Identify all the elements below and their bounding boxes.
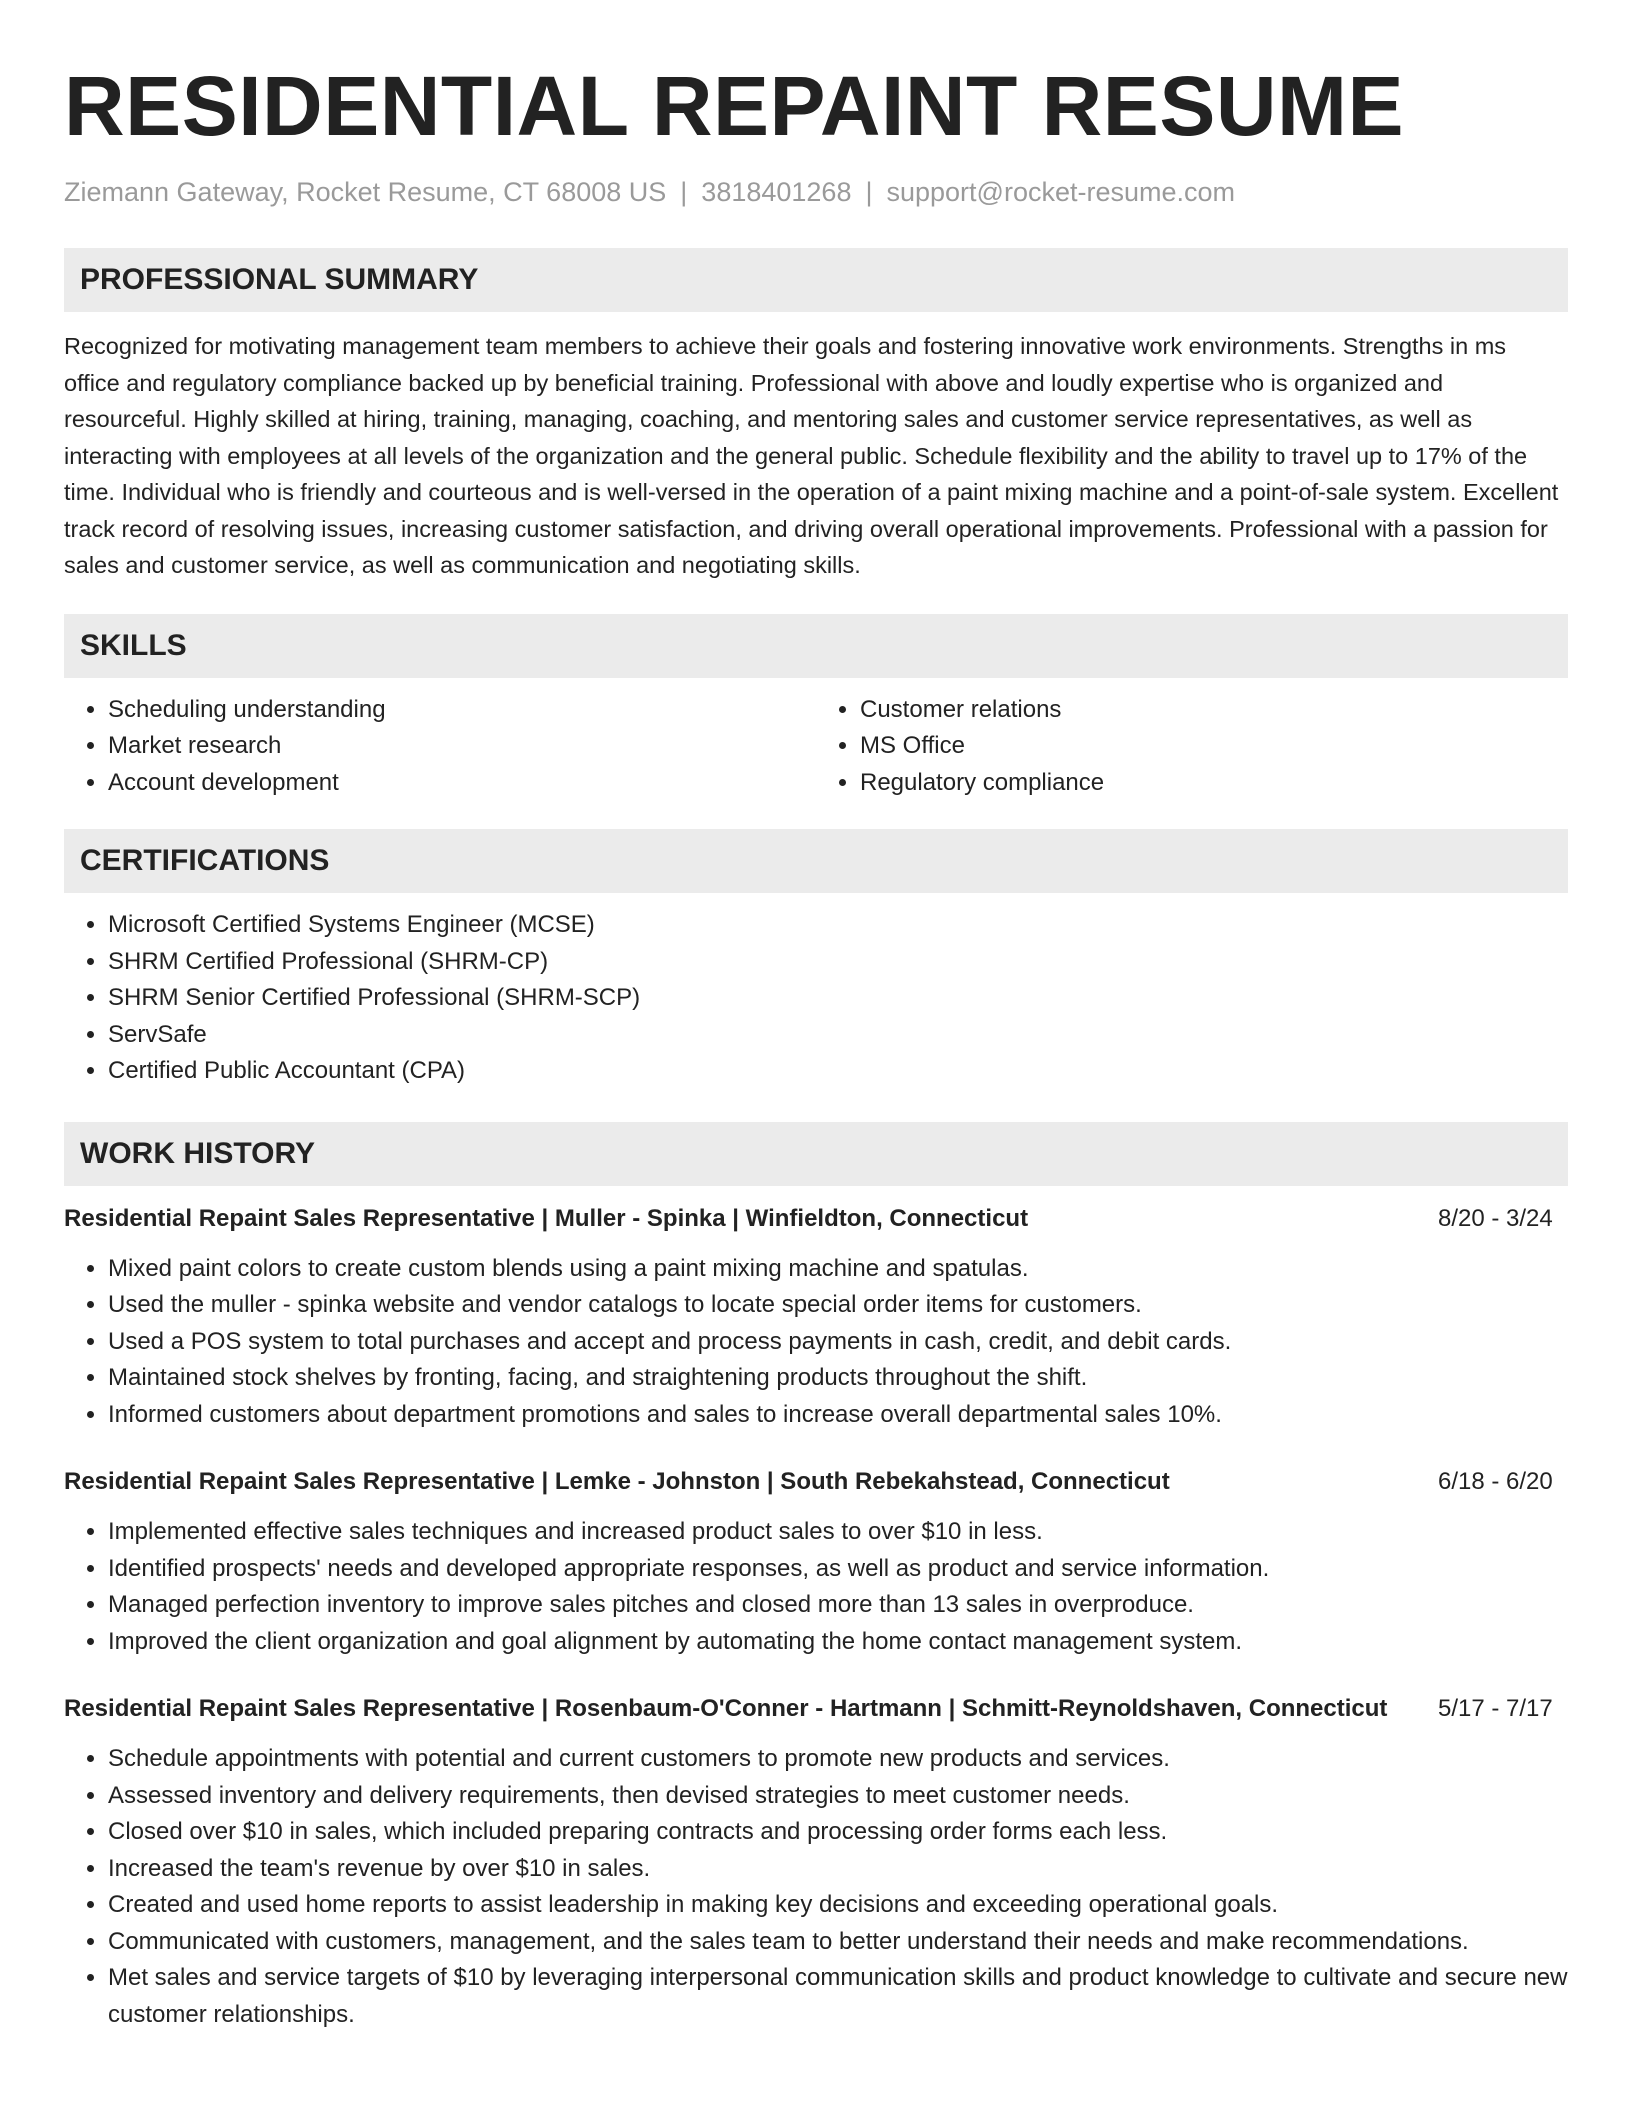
job-bullet: • Met sales and service targets of $10 by leveraging interpersonal communication skills and product knowledge to cultivate and secure new customer relationships.	[108, 1960, 1568, 2033]
job-bullet: • Assessed inventory and delivery requirements, then devised strategies to meet customer needs.	[108, 1778, 1568, 1815]
contact-address: Ziemann Gateway, Rocket Resume, CT 68008 US	[64, 177, 667, 207]
skill-item: • Scheduling understanding	[108, 692, 816, 729]
summary-text: Recognized for motivating management team members to achieve their goals and fostering innovative work environments. Strengths in ms office and regulatory compliance backed up by beneficial training. Professional with above and loudly expertise who is organized and resourceful. Highly skilled at hiring, training, managing, coaching, and mentoring sales and customer service representatives, as well as interacting with employees at all levels of the organization and the general public. Schedule flexibility and the ability to travel up to 17% of the time. Individual who is friendly and courteous and is well-versed in the operation of a paint mixing machine and a point-of-sale system. Excellent track record of resolving issues, increasing customer satisfaction, and driving overall operational improvements. Professional with a passion for sales and customer service, as well as communication and negotiating skills.	[64, 333, 1559, 578]
skill-item: • Regulatory compliance	[860, 765, 1568, 802]
work-history-heading: WORK HISTORY	[64, 1122, 1568, 1186]
job-header	[64, 1690, 1568, 1727]
certification-item: • Certified Public Accountant (CPA)	[108, 1053, 1568, 1090]
skills-heading: SKILLS	[64, 614, 1568, 678]
job-header	[64, 1463, 1568, 1500]
job-bullet: • Improved the client organization and goal alignment by automating the home contact management system.	[108, 1624, 1568, 1661]
contact-line	[64, 174, 1568, 210]
job-bullet: • Maintained stock shelves by fronting, facing, and straightening products throughout the shift.	[108, 1360, 1568, 1397]
job-bullets	[64, 1741, 1568, 2033]
job-title: Residential Repaint Sales Representative | Rosenbaum-O'Conner - Hartmann | Schmitt-Reynoldshaven, Connecticut	[64, 1695, 1388, 1722]
job-bullet: • Schedule appointments with potential and current customers to promote new products and services.	[108, 1741, 1568, 1778]
summary-section	[64, 248, 1568, 584]
job-dates: 8/20 - 3/24	[1438, 1204, 1553, 1232]
job-entry	[64, 1463, 1568, 1660]
job-dates: 6/18 - 6/20	[1438, 1468, 1553, 1495]
contact-separator: |	[680, 177, 688, 207]
skills-list-left	[64, 692, 816, 802]
job-bullets	[64, 1514, 1568, 1660]
certifications-list	[64, 907, 1568, 1090]
skill-item: • Customer relations	[860, 692, 1568, 729]
job-bullet: • Created and used home reports to assist leadership in making key decisions and exceeding operational goals.	[108, 1887, 1568, 1924]
job-bullets	[64, 1251, 1568, 1434]
contact-phone: 3818401268	[701, 177, 852, 207]
skills-grid	[64, 692, 1568, 802]
contact-email: support@rocket-resume.com	[886, 177, 1236, 207]
certification-item: • SHRM Senior Certified Professional (SHRM-SCP)	[108, 980, 1568, 1017]
job-bullet: • Mixed paint colors to create custom blends using a paint mixing machine and spatulas.	[108, 1251, 1568, 1288]
certification-item: • Microsoft Certified Systems Engineer (MCSE)	[108, 907, 1568, 944]
certifications-heading: CERTIFICATIONS	[64, 829, 1568, 893]
job-bullet: • Communicated with customers, management, and the sales team to better understand their needs and make recommendations.	[108, 1924, 1568, 1961]
skill-item: • Market research	[108, 728, 816, 765]
job-title: Residential Repaint Sales Representative | Muller - Spinka | Winfieldton, Connecticut	[64, 1204, 1029, 1232]
contact-separator: |	[865, 177, 873, 207]
skill-item: • Account development	[108, 765, 816, 802]
job-title: Residential Repaint Sales Representative | Lemke - Johnston | South Rebekahstead, Connecticut	[64, 1468, 1170, 1495]
job-bullet: • Used the muller - spinka website and vendor catalogs to locate special order items for customers.	[108, 1287, 1568, 1324]
skills-list-right	[816, 692, 1568, 802]
work-history-section	[64, 1122, 1568, 2034]
job-bullet: • Identified prospects' needs and developed appropriate responses, as well as product and service information.	[108, 1551, 1568, 1588]
summary-heading: PROFESSIONAL SUMMARY	[64, 248, 1568, 312]
job-bullet: • Implemented effective sales techniques and increased product sales to over $10 in less.	[108, 1514, 1568, 1551]
job-bullet: • Increased the team's revenue by over $10 in sales.	[108, 1851, 1568, 1888]
certification-item: • SHRM Certified Professional (SHRM-CP)	[108, 944, 1568, 981]
job-header	[64, 1200, 1568, 1237]
certification-item: • ServSafe	[108, 1017, 1568, 1054]
job-bullet: • Managed perfection inventory to improve sales pitches and closed more than 13 sales in overproduce.	[108, 1587, 1568, 1624]
resume-title: RESIDENTIAL REPAINT RESUME	[64, 59, 1405, 153]
job-entry	[64, 1690, 1568, 2033]
job-dates: 5/17 - 7/17	[1438, 1695, 1553, 1722]
job-entry	[64, 1200, 1568, 1434]
skills-section	[64, 614, 1568, 802]
job-bullet: • Closed over $10 in sales, which included preparing contracts and processing order forms each less.	[108, 1814, 1568, 1851]
job-bullet: • Used a POS system to total purchases and accept and process payments in cash, credit, and debit cards.	[108, 1324, 1568, 1361]
job-bullet: • Informed customers about department promotions and sales to increase overall departmental sales 10%.	[108, 1397, 1568, 1434]
certifications-section	[64, 829, 1568, 1090]
skill-item: • MS Office	[860, 728, 1568, 765]
